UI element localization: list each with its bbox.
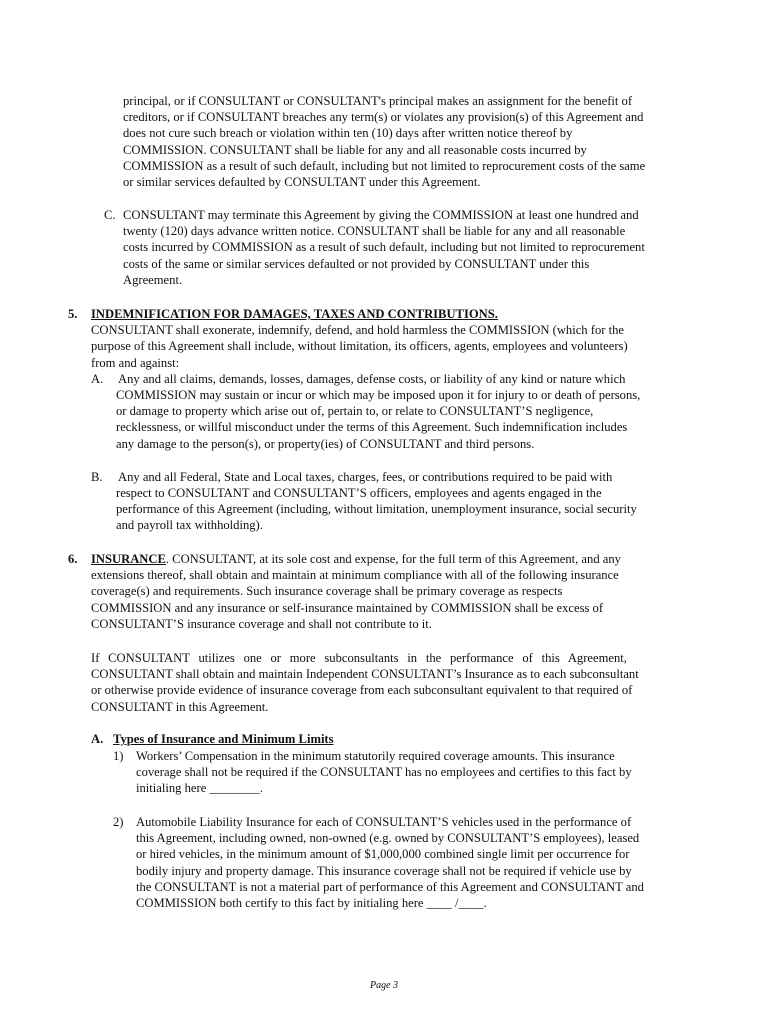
section-5-item-a-cont: [116, 387, 640, 452]
text-line: creditors, or if CONSULTANT breaches any term(s) or violates any provision(s) of this Agreement and: [123, 110, 644, 125]
text-line: Agreement.: [123, 272, 183, 287]
text-line: COMMISSION and any insurance or self-insurance maintained by COMMISSION shall be excess of: [91, 600, 604, 615]
text-line: coverage(s) and requirements. Such insurance coverage shall be primary coverage as respects: [91, 584, 563, 599]
text-line: performance of this Agreement (including, without limitation, unemployment insurance, social security: [116, 502, 637, 517]
text-line: COMMISSION. CONSULTANT shall be liable for any and all reasonable costs incurred by: [123, 142, 587, 157]
text-line: initialing here ________.: [136, 781, 263, 796]
section-6-heading: INSURANCE: [91, 552, 166, 566]
insurance-item-1: [136, 748, 632, 797]
text-line: COMMISSION as a result of such default, including but not limited to reprocurement costs of the same: [123, 158, 646, 173]
insurance-item-2: [136, 814, 644, 911]
text-line: or hired vehicles, in the minimum amount of $1,000,000 combined single limit per occurrence for: [136, 847, 630, 862]
text-line: costs of the same or similar services defaulted or not provided by CONSULTANT under this: [123, 256, 590, 271]
text-line: If CONSULTANT utilizes one or more subconsultants in the performance of this Agreement,: [91, 651, 627, 665]
page-number: Page 3: [369, 980, 399, 991]
text-line: CONSULTANT in this Agreement.: [91, 699, 269, 714]
text-line: respect to CONSULTANT and CONSULTANT’S officers, employees and agents engaged in the: [116, 486, 602, 500]
text-line: costs incurred by COMMISSION as a result of such default, including but not limited to reprocurement: [123, 240, 645, 255]
text-line: Workers’ Compensation in the minimum statutorily required coverage amounts. This insurance: [136, 749, 615, 763]
section-5-item-b-cont: [116, 485, 637, 534]
section-5-item-a: [118, 371, 625, 387]
text-line: CONSULTANT’S insurance coverage and shall not contribute to it.: [91, 616, 432, 631]
text-line: or damage to property which arise out of, pertain to, or relate to CONSULTANT’S negligence,: [116, 404, 594, 419]
text-line: CONSULTANT shall exonerate, indemnify, defend, and hold harmless the COMMISSION (which for the: [91, 323, 624, 338]
section-5-item-b: [118, 469, 612, 485]
section-6-heading-rest: . CONSULTANT, at its sole cost and expense, for the full term of this Agreement, and any: [165, 552, 621, 566]
text-line: CONSULTANT may terminate this Agreement by giving the COMMISSION at least one hundred and: [123, 208, 639, 222]
text-line: CONSULTANT shall obtain and maintain Independent CONSULTANT’s Insurance as to each subconsultant: [91, 667, 639, 682]
text-line: purpose of this Agreement shall include, without limitation, its officers, agents, employees and volunteers): [91, 339, 628, 354]
text-line: coverage shall not be required if the CONSULTANT has no employees and certifies to this fact by: [136, 765, 632, 780]
text-line: COMMISSION both certify to this fact by initialing here ____ /____.: [136, 896, 487, 911]
section-5-heading: INDEMNIFICATION FOR DAMAGES, TAXES AND CONTRIBUTIONS.: [91, 307, 498, 321]
item-a-label: A.: [91, 372, 104, 386]
para-c-label: C.: [104, 208, 116, 222]
text-line: or similar services defaulted by CONSULTANT under this Agreement.: [123, 175, 481, 190]
text-line: does not cure such breach or violation within ten (10) days after written notice thereof by: [123, 126, 573, 141]
item-b-label: B.: [91, 470, 103, 484]
section-6-number: 6.: [68, 552, 78, 566]
para-c: [123, 207, 645, 288]
text-line: and payroll tax withholding).: [116, 518, 263, 533]
subsection-a-label: A.: [91, 732, 104, 746]
item-1-label: 1): [113, 749, 124, 763]
text-line: bodily injury and property damage. This insurance coverage shall not be required if vehicle use by: [136, 863, 632, 878]
section-5-number: 5.: [68, 307, 78, 321]
text-line: principal, or if CONSULTANT or CONSULTANT's principal makes an assignment for the benefit of: [123, 94, 633, 108]
item-2-label: 2): [113, 815, 124, 829]
text-line: Any and all claims, demands, losses, damages, defense costs, or liability of any kind or nature which: [118, 372, 626, 386]
section-6: [91, 551, 621, 632]
text-line: recklessness, or willful misconduct under the terms of this Agreement. Such indemnification includes: [116, 420, 628, 435]
text-line: the CONSULTANT is not a material part of performance of this Agreement and CONSULTANT and: [136, 879, 644, 894]
text-line: extensions thereof, shall obtain and maintain at minimum compliance with all of the following insurance: [91, 568, 619, 583]
text-line: twenty (120) days advance written notice. CONSULTANT shall be liable for any and all reasonable: [123, 224, 626, 239]
text-line: Automobile Liability Insurance for each of CONSULTANT’S vehicles used in the performance of: [136, 815, 632, 829]
para-b-continuation: [123, 93, 645, 190]
text-line: any damage to the person(s), or property(ies) of CONSULTANT and third persons.: [116, 436, 535, 451]
subsection-a-heading: Types of Insurance and Minimum Limits: [113, 732, 334, 746]
text-line: Any and all Federal, State and Local taxes, charges, fees, or contributions required to be paid with: [118, 470, 613, 484]
text-line: or otherwise provide evidence of insurance coverage from each subconsultant equivalent to that required of: [91, 683, 633, 698]
text-line: COMMISSION may sustain or incur or which may be imposed upon it for injury to or death of persons,: [116, 388, 641, 402]
text-line: this Agreement, including owned, non-owned (e.g. owned by CONSULTANT’S employees), leased: [136, 831, 640, 846]
text-line: from and against:: [91, 355, 180, 370]
section-6-subconsultant-para: [91, 650, 639, 715]
section-5: [91, 306, 628, 371]
